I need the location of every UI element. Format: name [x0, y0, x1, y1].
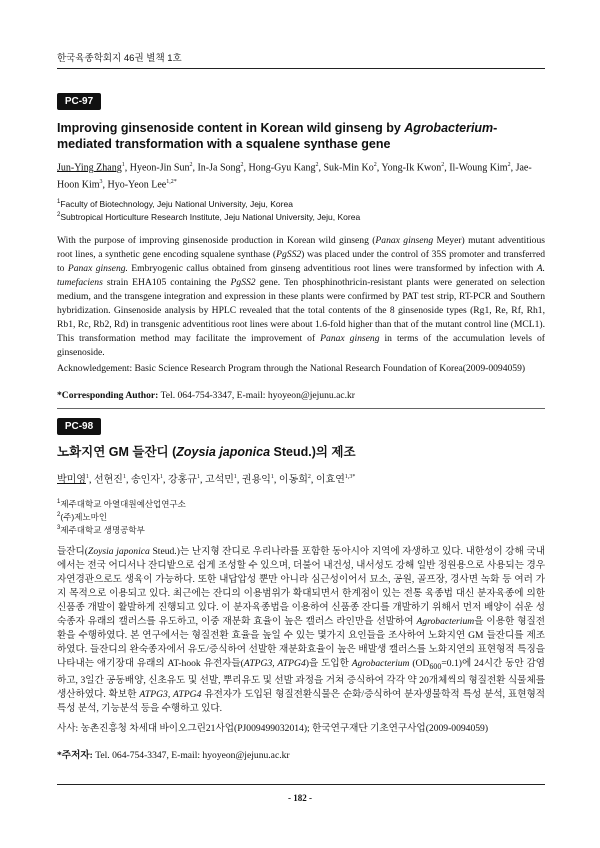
section-divider	[57, 408, 545, 409]
header-rule	[57, 68, 545, 69]
author-list: 박미영$^1$, 선현진$^1$, 송인자$^1$, 강홍규$^1$, 고석민$^1$, 권용익$^1$, 이동희$^2$, 이효연$^{1,3*}$	[57, 474, 356, 486]
author-list: Jun-Ying Zhang$^1$, Hyeon-Jin Sun$^2$, In-Ja Song$^2$, Hong-Gyu Kang$^2$, Suk-Min Ko$^2$, Yong-Ik Kwon$^2$, Il-Woung Kim$^2$, Jae-Hoon Kim$^3$, Hyo-Yeon Lee$^{1,2*}$	[57, 162, 532, 191]
affiliation: $^2$Subtropical Horticulture Research Institute, Jeju National University, Jeju, Korea	[57, 211, 361, 222]
footer-rule	[57, 784, 545, 785]
journal-header: 한국육종학회지 46권 별책 1호	[57, 53, 182, 64]
abstract-body: 들잔디(Zoysia japonica Steud.)는 난지형 잔디로 우리나라를 포함한 동아시아 지역에 자생하고 있다. 내한성이 강해 국내에서는 전국 어디서나 잔디밭으로 쉽게 조성할 수 있으며, 더불어 내건성, 내서성도 강해 일반 정원용으로 사용되는 경우 자연경관으로도 생육이 가능하다. 또한 내답압성 뿐만 아니라 심근성이어서 묘소, 공원, 골프장, 경사면 녹화 등 여러 가지 목적으로 이용되고 있다. 최근에는 잔디의 이용범위가 확대되면서 한계점이 있는 전통 육종법 대신 분자육종에 의한 신품종 개발이 활발하게 진행되고 있다. 이 분자육종법을 이용하여 신품종 잔디를 개발하기 위해서 먼저 배양이 쉬운 성숙종자 유래의 캘러스를 유도하고, 이중 재분화 효율이 높은 캘러스 라인만을 선발하여 Agrobacterium을 이용한 형질전환을 수행하였다. 본 연구에서는 형질전환 효율을 높일 수 있는 몇가지 요인들을 조사하여 노화지연 GM 들잔디를 제조하였다. 들잔디의 완숙종자에서 유도/증식하여 선발한 재분화효율이 높은 배발생 캘러스를 노화지연의 표현형적 특징을 나타내는 애기장대 유래의 AT-hook 유전자들(ATPG3, ATPG4)을 도입한 Agrobacterium $(OD_{600}=0.1)$에 24시간 동안 감염하고, 3일간 공동배양, 신초유도 및 선발, 뿌리유도 및 선발 과정을 거쳐 증식하여 각각 약 20개체씩의 형질전환 식물체를 생산하였다. 확보한 ATPG3, ATPG4 유전자가 도입된 형질전환식물은 순화/증식하여 분자생물학적 특성 분석, 표현형적 특성 분석, 기능분석 등을 수행하고 있다.	[57, 546, 546, 714]
corresponding-author: *Corresponding Author: Tel. 064-754-3347, E-mail: hyoyeon@jejunu.ac.kr	[57, 390, 355, 401]
abstract-title: Improving ginsenoside content in Korean wild ginseng by Agrobacterium-mediated transformation with a squalene synthase gene	[57, 121, 498, 151]
acknowledgement: Acknowledgement: Basic Science Research Program through the National Research Foundation of Korea(2009-0094059)	[57, 363, 526, 374]
affiliation: $^2$(주)제노마인	[57, 511, 108, 522]
corresponding-author: *주저자: Tel. 064-754-3347, E-mail: hyoyeon@jejunu.ac.kr	[57, 750, 290, 761]
acknowledgement: 사사: 농촌진흥청 차세대 바이오그린21사업(PJ009499032014); 한국연구재단 기초연구사업(2009-0094059)	[57, 723, 489, 734]
affiliation: $^1$제주대학교 아열대원예산업연구소	[57, 498, 186, 509]
abstract-tag: PC-98	[57, 418, 101, 435]
abstract-title: 노화지연 GM 들잔디 (Zoysia japonica Steud.)의 제조	[57, 445, 356, 459]
abstract-body: With the purpose of improving ginsenoside production in Korean wild ginseng (Panax ginseng Meyer) mutant adventitious root lines, a synthetic gene encoding squalene synthase (PgSS2) was placed under the control of 35S promoter and transferred to Panax ginseng. Embryogenic callus obtained from ginseng adventitious root lines were transformed by infection with A. tumefaciens strain EHA105 containing the PgSS2 gene. Ten phosphinothricin-resistant plants were generated on selection medium, and the transgene integration and expression in these plants were confirmed by PAT test strip, RT-PCR and Southern hybridization. Ginsenoside analysis by HPLC revealed that the total contents of the 8 ginsenoside types (Rg1, Re, Rf, Rh1, Rb1, Rc, Rb2, Rd) in transgenic adventitious root lines were about 1.6-fold higher than that of the mutant control line (MCL1). This transformation method may facilitate the improvement of Panax ginseng in terms of the accumulation levels of ginsenoside.	[57, 235, 545, 358]
abstract-tag: PC-97	[57, 93, 101, 110]
affiliation: $^1$Faculty of Biotechnology, Jeju National University, Jeju, Korea	[57, 198, 293, 209]
affiliation: $^3$제주대학교 생명공학부	[57, 524, 145, 535]
page-number: - 182 -	[288, 793, 312, 803]
